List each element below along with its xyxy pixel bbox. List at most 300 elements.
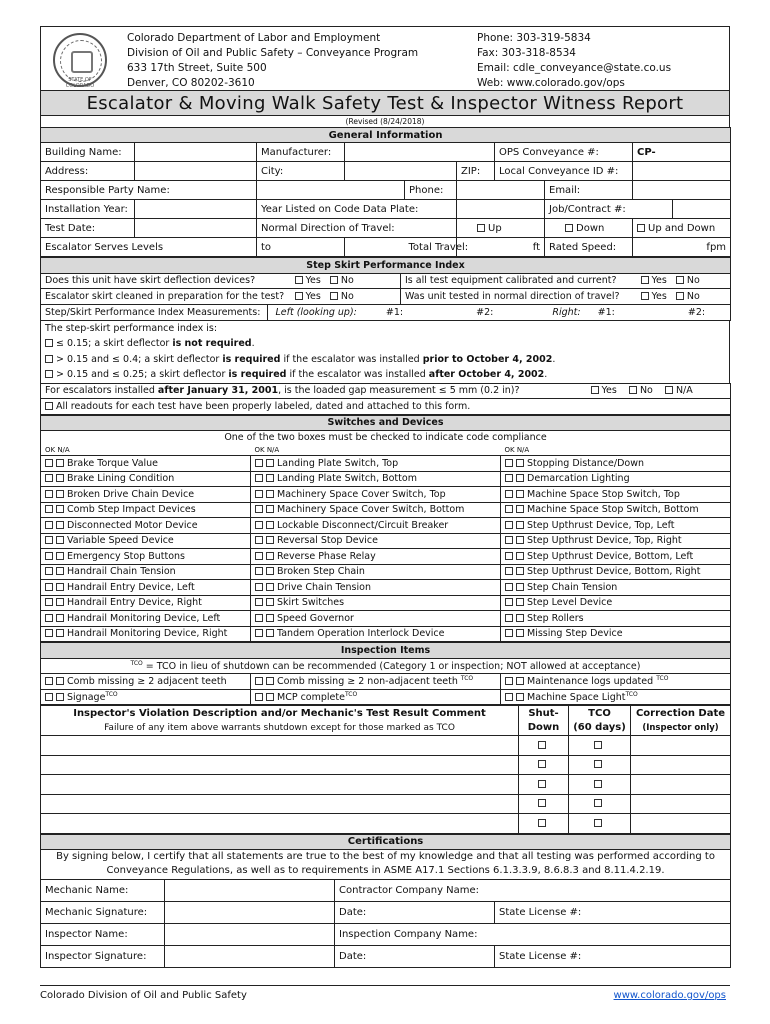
switch-item[interactable] — [501, 611, 731, 627]
na-checkbox-icon[interactable] — [56, 629, 64, 637]
na-checkbox-icon[interactable] — [56, 536, 64, 544]
switch-item[interactable] — [41, 533, 251, 549]
insp-item-signage[interactable]: Signage$^{TCO}$ — [41, 689, 251, 705]
contractor-company[interactable]: Contractor Company Name: — [335, 879, 731, 901]
general-info-table — [40, 127, 731, 257]
insp-item-comb-adjacent[interactable]: Comb missing ≥ 2 adjacent teeth — [41, 674, 251, 690]
switch-item[interactable] — [41, 471, 251, 487]
right-m1[interactable]: #1: — [597, 306, 615, 318]
responsible-party-label: Responsible Party Name: — [41, 181, 257, 200]
tco-cell[interactable] — [569, 736, 631, 756]
gap-options[interactable]: Yes No N/A — [591, 383, 731, 399]
col-header-2: OK N/A — [251, 445, 501, 456]
tco-cell[interactable] — [569, 814, 631, 834]
violation-comment-input[interactable] — [41, 794, 519, 814]
switch-item-label: Step Upthrust Device, Bottom, Right — [527, 566, 701, 578]
checkbox-icon[interactable] — [676, 292, 684, 300]
inspection-company[interactable]: Inspection Company Name: — [335, 923, 731, 945]
insp-item-maintenance-logs[interactable]: Maintenance logs updated $^{TCO}$ — [501, 674, 731, 690]
mechanic-name-label: Mechanic Name: — [41, 879, 165, 901]
skirt-cleaned-question: Escalator skirt cleaned in preparation for the test? — [41, 289, 291, 305]
checkbox-icon[interactable] — [45, 370, 53, 378]
na-checkbox-icon[interactable] — [56, 490, 64, 498]
criterion-1[interactable]: ≤ 0.15; a skirt deflector is not required. — [41, 336, 730, 352]
tco-cell[interactable] — [569, 775, 631, 795]
switch-item-label: Tandem Operation Interlock Device — [277, 628, 445, 640]
certifications-table — [40, 834, 731, 968]
tco-header: TCO (60 days) — [569, 706, 631, 736]
org-line: 633 17th Street, Suite 500 — [127, 62, 267, 74]
ok-checkbox-icon[interactable] — [505, 521, 513, 529]
checkbox-icon[interactable] — [516, 693, 524, 701]
direction-up-option[interactable]: Up — [457, 219, 545, 238]
switch-item[interactable] — [251, 595, 501, 611]
ok-checkbox-icon[interactable] — [45, 459, 53, 467]
measurements-label: Step/Skirt Performance Index Measurements: — [45, 306, 261, 318]
mechanic-license[interactable]: State License #: — [495, 901, 731, 923]
correction-date-input[interactable] — [631, 736, 731, 756]
switch-item[interactable] — [41, 549, 251, 565]
switch-item-label: Comb Step Impact Devices — [67, 504, 196, 516]
checkbox-icon[interactable] — [665, 386, 673, 394]
switch-item[interactable] — [251, 502, 501, 518]
na-checkbox-icon[interactable] — [56, 474, 64, 482]
tco-cell[interactable] — [569, 794, 631, 814]
checkbox-icon[interactable] — [45, 402, 53, 410]
switch-item[interactable] — [251, 549, 501, 565]
switch-item-label: Brake Lining Condition — [67, 473, 175, 485]
switch-item-label: Broken Step Chain — [277, 566, 365, 578]
na-checkbox-icon[interactable] — [516, 490, 524, 498]
switch-item-label: Machine Space Stop Switch, Bottom — [527, 504, 699, 516]
switch-item[interactable] — [41, 580, 251, 596]
na-checkbox-icon[interactable] — [56, 567, 64, 575]
ok-checkbox-icon[interactable] — [505, 490, 513, 498]
checkbox-icon[interactable] — [594, 799, 602, 807]
switch-item[interactable] — [251, 626, 501, 642]
inspector-license[interactable]: State License #: — [495, 945, 731, 967]
switch-item[interactable] — [41, 456, 251, 472]
mechanic-signature-label: Mechanic Signature: — [41, 901, 165, 923]
serves-levels-label: Escalator Serves Levels — [41, 238, 257, 257]
checkbox-icon[interactable] — [629, 386, 637, 394]
checkbox-icon[interactable] — [594, 760, 602, 768]
left-m1[interactable]: #1: — [385, 306, 404, 318]
org-address — [127, 31, 418, 91]
checkbox-icon[interactable] — [330, 276, 338, 284]
skirt-cleaned-options[interactable]: Yes No — [291, 289, 401, 305]
email-label: Email: — [477, 62, 510, 74]
switch-item-label: Handrail Monitoring Device, Right — [67, 628, 228, 640]
tco-cell[interactable] — [569, 755, 631, 775]
mechanic-date[interactable]: Date: — [335, 901, 495, 923]
ok-checkbox-icon[interactable] — [505, 583, 513, 591]
switch-item[interactable] — [41, 502, 251, 518]
responsible-party-input[interactable] — [257, 181, 405, 200]
inspection-heading: Inspection Items — [41, 643, 731, 659]
inspector-date[interactable]: Date: — [335, 945, 495, 967]
ok-checkbox-icon[interactable] — [505, 505, 513, 513]
switch-item-label: Handrail Entry Device, Left — [67, 581, 195, 593]
tco-note: $^{TCO}$ = TCO in lieu of shutdown can be recommended (Category 1 or inspection; NOT allowed at acceptance) — [41, 658, 731, 674]
ok-checkbox-icon[interactable] — [255, 505, 263, 513]
test-date-input[interactable] — [135, 219, 257, 238]
switch-item[interactable] — [501, 564, 731, 580]
email-input[interactable] — [633, 181, 731, 200]
ok-checkbox-icon[interactable] — [45, 567, 53, 575]
ok-checkbox-icon[interactable] — [45, 552, 53, 560]
state-seal-icon: STATE OF COLORADO — [53, 33, 107, 87]
checkbox-icon[interactable] — [676, 276, 684, 284]
shutdown-cell[interactable] — [519, 775, 569, 795]
levels-to[interactable]: to — [257, 238, 345, 257]
shutdown-cell[interactable] — [519, 814, 569, 834]
shutdown-header: Shut- Down — [519, 706, 569, 736]
switch-item[interactable] — [251, 471, 501, 487]
switch-item[interactable] — [251, 456, 501, 472]
index-is-text: The step-skirt performance index is: — [41, 321, 730, 337]
ok-checkbox-icon[interactable] — [45, 629, 53, 637]
switch-item-label: Lockable Disconnect/Circuit Breaker — [277, 519, 449, 531]
ok-checkbox-icon[interactable] — [255, 614, 263, 622]
switch-item-label: Handrail Monitoring Device, Left — [67, 612, 221, 624]
criterion-2[interactable]: > 0.15 and ≤ 0.4; a skirt deflector is required if the escalator was installed prior to October 4, 2002. — [41, 352, 730, 368]
checkbox-icon[interactable] — [594, 780, 602, 788]
footer-org: Colorado Division of Oil and Public Safety — [40, 990, 247, 1001]
switch-item-label: Demarcation Lighting — [527, 473, 630, 485]
job-contract-label: Job/Contract #: — [545, 200, 673, 219]
switches-table — [40, 415, 731, 643]
switch-item[interactable] — [501, 456, 731, 472]
switch-item[interactable] — [501, 580, 731, 596]
certifications-heading: Certifications — [41, 834, 731, 849]
na-checkbox-icon[interactable] — [266, 552, 274, 560]
na-checkbox-icon[interactable] — [516, 536, 524, 544]
switch-item[interactable] — [251, 518, 501, 534]
fax-value: 303-318-8534 — [501, 47, 576, 59]
ok-checkbox-icon[interactable] — [45, 521, 53, 529]
ops-conveyance-label: OPS Conveyance #: — [495, 143, 633, 162]
ok-checkbox-icon[interactable] — [505, 474, 513, 482]
switch-item[interactable] — [501, 487, 731, 503]
switches-heading: Switches and Devices — [41, 415, 731, 431]
checkbox-icon[interactable] — [505, 693, 513, 701]
switch-item[interactable] — [41, 626, 251, 642]
left-m2[interactable]: #2: — [476, 306, 494, 318]
ok-checkbox-icon[interactable] — [505, 598, 513, 606]
ok-checkbox-icon[interactable] — [255, 474, 263, 482]
year-listed-input[interactable] — [457, 200, 545, 219]
switch-item-label: Step Upthrust Device, Top, Left — [527, 519, 675, 531]
switch-item-label: Emergency Stop Buttons — [67, 550, 185, 562]
na-checkbox-icon[interactable] — [266, 583, 274, 591]
checkbox-icon[interactable] — [538, 760, 546, 768]
checkbox-icon[interactable] — [295, 276, 303, 284]
address-input[interactable] — [135, 162, 257, 181]
measurements-row — [41, 304, 731, 320]
insp-item-machine-light[interactable]: Machine Space Light$^{TCO}$ — [501, 689, 731, 705]
skirt-deflection-options[interactable]: Yes No — [291, 273, 401, 289]
checkbox-icon[interactable] — [255, 693, 263, 701]
footer-link[interactable]: www.colorado.gov/ops — [613, 990, 726, 1001]
ok-checkbox-icon[interactable] — [505, 614, 513, 622]
email-label-field: Email: — [545, 181, 633, 200]
switch-item[interactable] — [41, 518, 251, 534]
calibrated-options[interactable]: Yes No — [637, 273, 731, 289]
switch-item[interactable] — [501, 595, 731, 611]
na-checkbox-icon[interactable] — [266, 490, 274, 498]
switch-item-label: Broken Drive Chain Device — [67, 488, 195, 500]
ok-checkbox-icon[interactable] — [255, 536, 263, 544]
checkbox-icon[interactable] — [538, 819, 546, 827]
violation-table — [40, 705, 731, 834]
checkbox-icon[interactable] — [591, 386, 599, 394]
form-page — [40, 26, 730, 968]
checkbox-icon[interactable] — [505, 677, 513, 685]
inspector-signature-input[interactable] — [165, 945, 335, 967]
na-checkbox-icon[interactable] — [516, 552, 524, 560]
checkbox-icon[interactable] — [565, 224, 573, 232]
switches-body — [41, 456, 731, 642]
violation-header: Inspector's Violation Description and/or Mechanic's Test Result Comment Failure of any item above warrants shutdown except for those marked as TCO — [41, 706, 519, 736]
na-checkbox-icon[interactable] — [516, 474, 524, 482]
switch-item[interactable] — [41, 611, 251, 627]
ok-checkbox-icon[interactable] — [505, 552, 513, 560]
insp-item-mcp[interactable]: MCP complete$^{TCO}$ — [251, 689, 501, 705]
switch-item-label: Step Upthrust Device, Top, Right — [527, 535, 682, 547]
na-checkbox-icon[interactable] — [266, 614, 274, 622]
certification-statement: By signing below, I certify that all statements are true to the best of my knowledge and that all testing was performed according to Conveyance Regulations, as well as to requirements in ASME A17.1 Sections 6.1.3.3.9, 8.6.8.3 and 8.11.4.2.19. — [41, 849, 731, 879]
local-id-input[interactable] — [633, 162, 731, 181]
switch-item-label: Drive Chain Tension — [277, 581, 371, 593]
manufacturer-input[interactable] — [345, 143, 495, 162]
switch-item-label: Handrail Entry Device, Right — [67, 597, 202, 609]
na-checkbox-icon[interactable] — [266, 474, 274, 482]
checkbox-icon[interactable] — [477, 224, 485, 232]
checkbox-icon[interactable] — [56, 677, 64, 685]
org-line: Denver, CO 80202-3610 — [127, 77, 255, 89]
na-checkbox-icon[interactable] — [516, 521, 524, 529]
readouts-item[interactable]: All readouts for each test have been properly labeled, dated and attached to this form. — [41, 399, 731, 415]
skirt-index-table — [40, 257, 731, 321]
switch-item-label: Disconnected Motor Device — [67, 519, 198, 531]
switch-item[interactable] — [501, 626, 731, 642]
switch-item-label: Step Chain Tension — [527, 581, 618, 593]
checkbox-icon[interactable] — [266, 677, 274, 685]
mechanic-name-input[interactable] — [165, 879, 335, 901]
ok-checkbox-icon[interactable] — [255, 629, 263, 637]
gap-question: For escalators installed after January 31, 2001, is the loaded gap measurement ≤ 5 mm (0.2 in)? — [41, 383, 591, 399]
switch-item-label: Missing Step Device — [527, 628, 623, 640]
ok-checkbox-icon[interactable] — [255, 521, 263, 529]
checkbox-icon[interactable] — [538, 741, 546, 749]
web-value: www.colorado.gov/ops — [506, 77, 625, 89]
na-checkbox-icon[interactable] — [516, 598, 524, 606]
checkbox-icon[interactable] — [295, 292, 303, 300]
checkbox-icon[interactable] — [45, 677, 53, 685]
na-checkbox-icon[interactable] — [56, 505, 64, 513]
total-travel-label[interactable] — [345, 238, 405, 257]
switch-item-label: Machine Space Stop Switch, Top — [527, 488, 680, 500]
switch-item[interactable] — [251, 533, 501, 549]
correction-date-input[interactable] — [631, 755, 731, 775]
checkbox-icon[interactable] — [538, 780, 546, 788]
switch-item-label: Machinery Space Cover Switch, Top — [277, 488, 446, 500]
ok-checkbox-icon[interactable] — [45, 474, 53, 482]
ok-checkbox-icon[interactable] — [45, 536, 53, 544]
phone-value: 303-319-5834 — [516, 32, 591, 44]
direction-updown-option[interactable]: Up and Down — [633, 219, 731, 238]
switch-item[interactable] — [501, 471, 731, 487]
install-year-input[interactable] — [135, 200, 257, 219]
switches-sub: One of the two boxes must be checked to indicate code compliance — [41, 431, 731, 445]
org-line: Colorado Department of Labor and Employment — [127, 32, 381, 44]
switch-item-label: Handrail Chain Tension — [67, 566, 176, 578]
contact-info — [477, 31, 671, 91]
checkbox-icon[interactable] — [641, 292, 649, 300]
checkbox-icon[interactable] — [516, 677, 524, 685]
na-checkbox-icon[interactable] — [56, 552, 64, 560]
na-checkbox-icon[interactable] — [266, 567, 274, 575]
city-input[interactable] — [345, 162, 457, 181]
right-label: Right: — [552, 306, 581, 318]
checkbox-icon[interactable] — [255, 677, 263, 685]
checkbox-icon[interactable] — [594, 819, 602, 827]
phone-label-field: Phone: — [405, 181, 457, 200]
switch-item[interactable] — [41, 564, 251, 580]
ok-checkbox-icon[interactable] — [45, 490, 53, 498]
violation-comment-input[interactable] — [41, 775, 519, 795]
na-checkbox-icon[interactable] — [56, 459, 64, 467]
letterhead — [40, 26, 730, 90]
switch-item[interactable] — [501, 549, 731, 565]
na-checkbox-icon[interactable] — [516, 567, 524, 575]
inspection-table — [40, 642, 731, 705]
ok-checkbox-icon[interactable] — [255, 459, 263, 467]
na-checkbox-icon[interactable] — [266, 521, 274, 529]
page-footer — [40, 985, 730, 1001]
switch-item[interactable] — [251, 611, 501, 627]
na-checkbox-icon[interactable] — [266, 505, 274, 513]
na-checkbox-icon[interactable] — [266, 459, 274, 467]
violation-comment-input[interactable] — [41, 755, 519, 775]
ok-checkbox-icon[interactable] — [45, 583, 53, 591]
correction-header: Correction Date (Inspector only) — [631, 706, 731, 736]
ok-checkbox-icon[interactable] — [255, 567, 263, 575]
mechanic-signature-input[interactable] — [165, 901, 335, 923]
email-value: cdle_conveyance@state.co.us — [513, 62, 672, 74]
cp-input[interactable]: CP- — [633, 143, 731, 162]
na-checkbox-icon[interactable] — [266, 536, 274, 544]
na-checkbox-icon[interactable] — [266, 598, 274, 606]
checkbox-icon[interactable] — [56, 693, 64, 701]
criterion-3[interactable]: > 0.15 and ≤ 0.25; a skirt deflector is required if the escalator was installed after October 4, 2002. — [41, 367, 730, 383]
na-checkbox-icon[interactable] — [56, 521, 64, 529]
na-checkbox-icon[interactable] — [516, 583, 524, 591]
org-line: Division of Oil and Public Safety – Conveyance Program — [127, 47, 419, 59]
correction-date-input[interactable] — [631, 775, 731, 795]
web-label: Web: — [477, 77, 504, 89]
total-travel-input[interactable]: ft — [457, 238, 545, 257]
ok-checkbox-icon[interactable] — [45, 505, 53, 513]
na-checkbox-icon[interactable] — [56, 614, 64, 622]
correction-date-input[interactable] — [631, 814, 731, 834]
rated-speed-input[interactable]: fpm — [633, 238, 731, 257]
ok-checkbox-icon[interactable] — [505, 459, 513, 467]
shutdown-cell[interactable] — [519, 736, 569, 756]
ok-checkbox-icon[interactable] — [45, 598, 53, 606]
inspector-name-input[interactable] — [165, 923, 335, 945]
checkbox-icon[interactable] — [637, 224, 645, 232]
switch-item[interactable] — [251, 487, 501, 503]
na-checkbox-icon[interactable] — [56, 598, 64, 606]
correction-date-input[interactable] — [631, 794, 731, 814]
shutdown-cell[interactable] — [519, 794, 569, 814]
checkbox-icon[interactable] — [266, 693, 274, 701]
ok-checkbox-icon[interactable] — [255, 583, 263, 591]
shutdown-cell[interactable] — [519, 755, 569, 775]
na-checkbox-icon[interactable] — [516, 505, 524, 513]
violation-comment-input[interactable] — [41, 814, 519, 834]
switch-item[interactable] — [41, 487, 251, 503]
direction-down-option[interactable]: Down — [545, 219, 633, 238]
normal-direction-options[interactable]: Yes No — [637, 289, 731, 305]
checkbox-icon[interactable] — [641, 276, 649, 284]
ok-checkbox-icon[interactable] — [255, 552, 263, 560]
insp-item-comb-nonadjacent[interactable]: Comb missing ≥ 2 non-adjacent teeth $^{TCO}$ — [251, 674, 501, 690]
right-m2[interactable]: #2: — [687, 306, 706, 318]
ok-checkbox-icon[interactable] — [505, 536, 513, 544]
violation-comment-input[interactable] — [41, 736, 519, 756]
na-checkbox-icon[interactable] — [266, 629, 274, 637]
building-name-input[interactable] — [135, 143, 257, 162]
switch-item[interactable] — [251, 564, 501, 580]
switch-item[interactable] — [501, 518, 731, 534]
ok-checkbox-icon[interactable] — [505, 567, 513, 575]
switch-item[interactable] — [41, 595, 251, 611]
skirt-heading: Step Skirt Performance Index — [41, 258, 731, 274]
switch-item-label: Machinery Space Cover Switch, Bottom — [277, 504, 465, 516]
checkbox-icon[interactable] — [45, 693, 53, 701]
ok-checkbox-icon[interactable] — [45, 614, 53, 622]
na-checkbox-icon[interactable] — [516, 614, 524, 622]
checkbox-icon[interactable] — [594, 741, 602, 749]
na-checkbox-icon[interactable] — [516, 629, 524, 637]
ok-checkbox-icon[interactable] — [255, 490, 263, 498]
phone-input[interactable] — [457, 181, 545, 200]
switch-item-label: Speed Governor — [277, 612, 354, 624]
gap-table — [40, 383, 731, 415]
switch-item[interactable] — [501, 533, 731, 549]
switch-item[interactable] — [501, 502, 731, 518]
ok-checkbox-icon[interactable] — [505, 629, 513, 637]
checkbox-icon[interactable] — [45, 355, 53, 363]
checkbox-icon[interactable] — [45, 339, 53, 347]
checkbox-icon[interactable] — [538, 799, 546, 807]
checkbox-icon[interactable] — [330, 292, 338, 300]
zip-label: ZIP: — [457, 162, 495, 181]
na-checkbox-icon[interactable] — [516, 459, 524, 467]
job-contract-input[interactable] — [673, 200, 731, 219]
switch-item-label: Stopping Distance/Down — [527, 457, 644, 469]
switch-item[interactable] — [251, 580, 501, 596]
fax-label: Fax: — [477, 47, 499, 59]
ok-checkbox-icon[interactable] — [255, 598, 263, 606]
normal-direction-question: Was unit tested in normal direction of travel? — [401, 289, 637, 305]
na-checkbox-icon[interactable] — [56, 583, 64, 591]
switch-item-label: Reverse Phase Relay — [277, 550, 376, 562]
switch-item-label: Step Rollers — [527, 612, 584, 624]
